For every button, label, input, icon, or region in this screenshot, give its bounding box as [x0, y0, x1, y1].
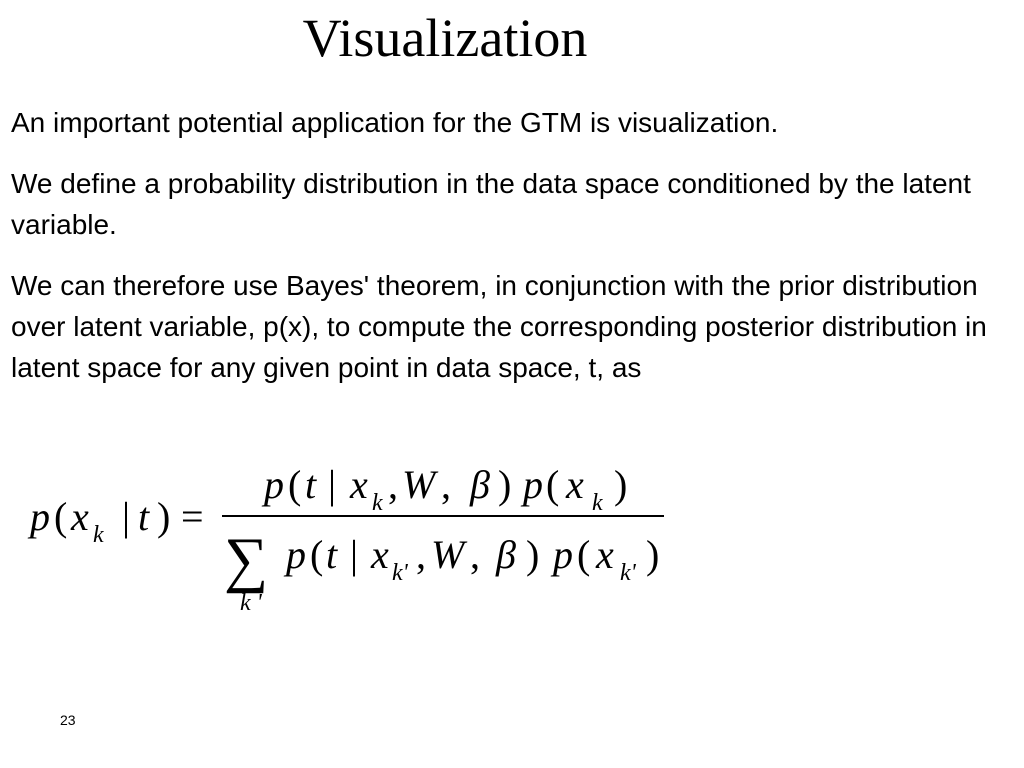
- slide-body: [11, 102, 1011, 408]
- denominator-subscript-2: k': [620, 560, 636, 586]
- summation-symbol: ∑: [224, 526, 269, 594]
- denominator-x2: x: [596, 532, 614, 577]
- slide-title: Visualization: [302, 8, 588, 68]
- formula-lhs-open-paren: (: [54, 494, 68, 539]
- numerator-beta: β: [470, 462, 490, 507]
- denominator-x: x: [371, 532, 389, 577]
- numerator-W: W: [402, 462, 436, 507]
- slide-number: 23: [60, 712, 76, 728]
- numerator-subscript-2: k: [592, 490, 603, 516]
- denominator-bar: |: [350, 532, 359, 577]
- numerator-t: t: [305, 462, 317, 507]
- numerator-x: x: [350, 462, 368, 507]
- formula-lhs-t: t: [138, 494, 150, 539]
- denominator-W: W: [431, 532, 465, 577]
- denominator-close-paren-1: ): [526, 532, 540, 577]
- numerator-p2: p: [523, 462, 543, 507]
- paragraph-bayes: We can therefore use Bayes' theorem, in conjunction with the prior distribution over latent variable, p(x), to compute the corresponding posterior distribution in latent space for any given point in data space, t, as: [11, 270, 987, 383]
- denominator-t: t: [326, 532, 338, 577]
- formula-lhs-subscript: k: [93, 522, 104, 548]
- formula-lhs-close-paren: ): [157, 494, 171, 539]
- numerator-bar: |: [328, 462, 337, 507]
- numerator-open-paren-2: (: [546, 462, 560, 507]
- denominator-subscript: k': [392, 560, 408, 586]
- denominator-open-paren-2: (: [577, 532, 591, 577]
- numerator-subscript: k: [372, 490, 383, 516]
- numerator-comma-2: ,: [441, 462, 451, 507]
- numerator-comma-1: ,: [388, 462, 398, 507]
- formula-equals-sign: =: [181, 494, 204, 539]
- denominator-p1: p: [286, 532, 306, 577]
- denominator-comma-2: ,: [470, 532, 480, 577]
- numerator-open-paren-1: (: [288, 462, 302, 507]
- summation-index: k ': [240, 590, 262, 616]
- numerator-close-paren-1: ): [498, 462, 512, 507]
- formula-lhs-bar: |: [122, 494, 131, 539]
- denominator-p2: p: [553, 532, 573, 577]
- numerator-p1: p: [264, 462, 284, 507]
- denominator-beta: β: [496, 532, 516, 577]
- paragraph-distribution: We define a probability distribution in the data space conditioned by the latent variable.: [11, 168, 971, 240]
- paragraph-intro: An important potential application for the GTM is visualization.: [11, 107, 779, 138]
- denominator-open-paren-1: (: [310, 532, 324, 577]
- denominator-close-paren-2: ): [646, 532, 660, 577]
- posterior-formula: [0, 455, 700, 630]
- formula-lhs-x: x: [71, 494, 89, 539]
- denominator-comma-1: ,: [416, 532, 426, 577]
- numerator-close-paren-2: ): [614, 462, 628, 507]
- formula-lhs-p: p: [30, 494, 50, 539]
- numerator-x2: x: [566, 462, 584, 507]
